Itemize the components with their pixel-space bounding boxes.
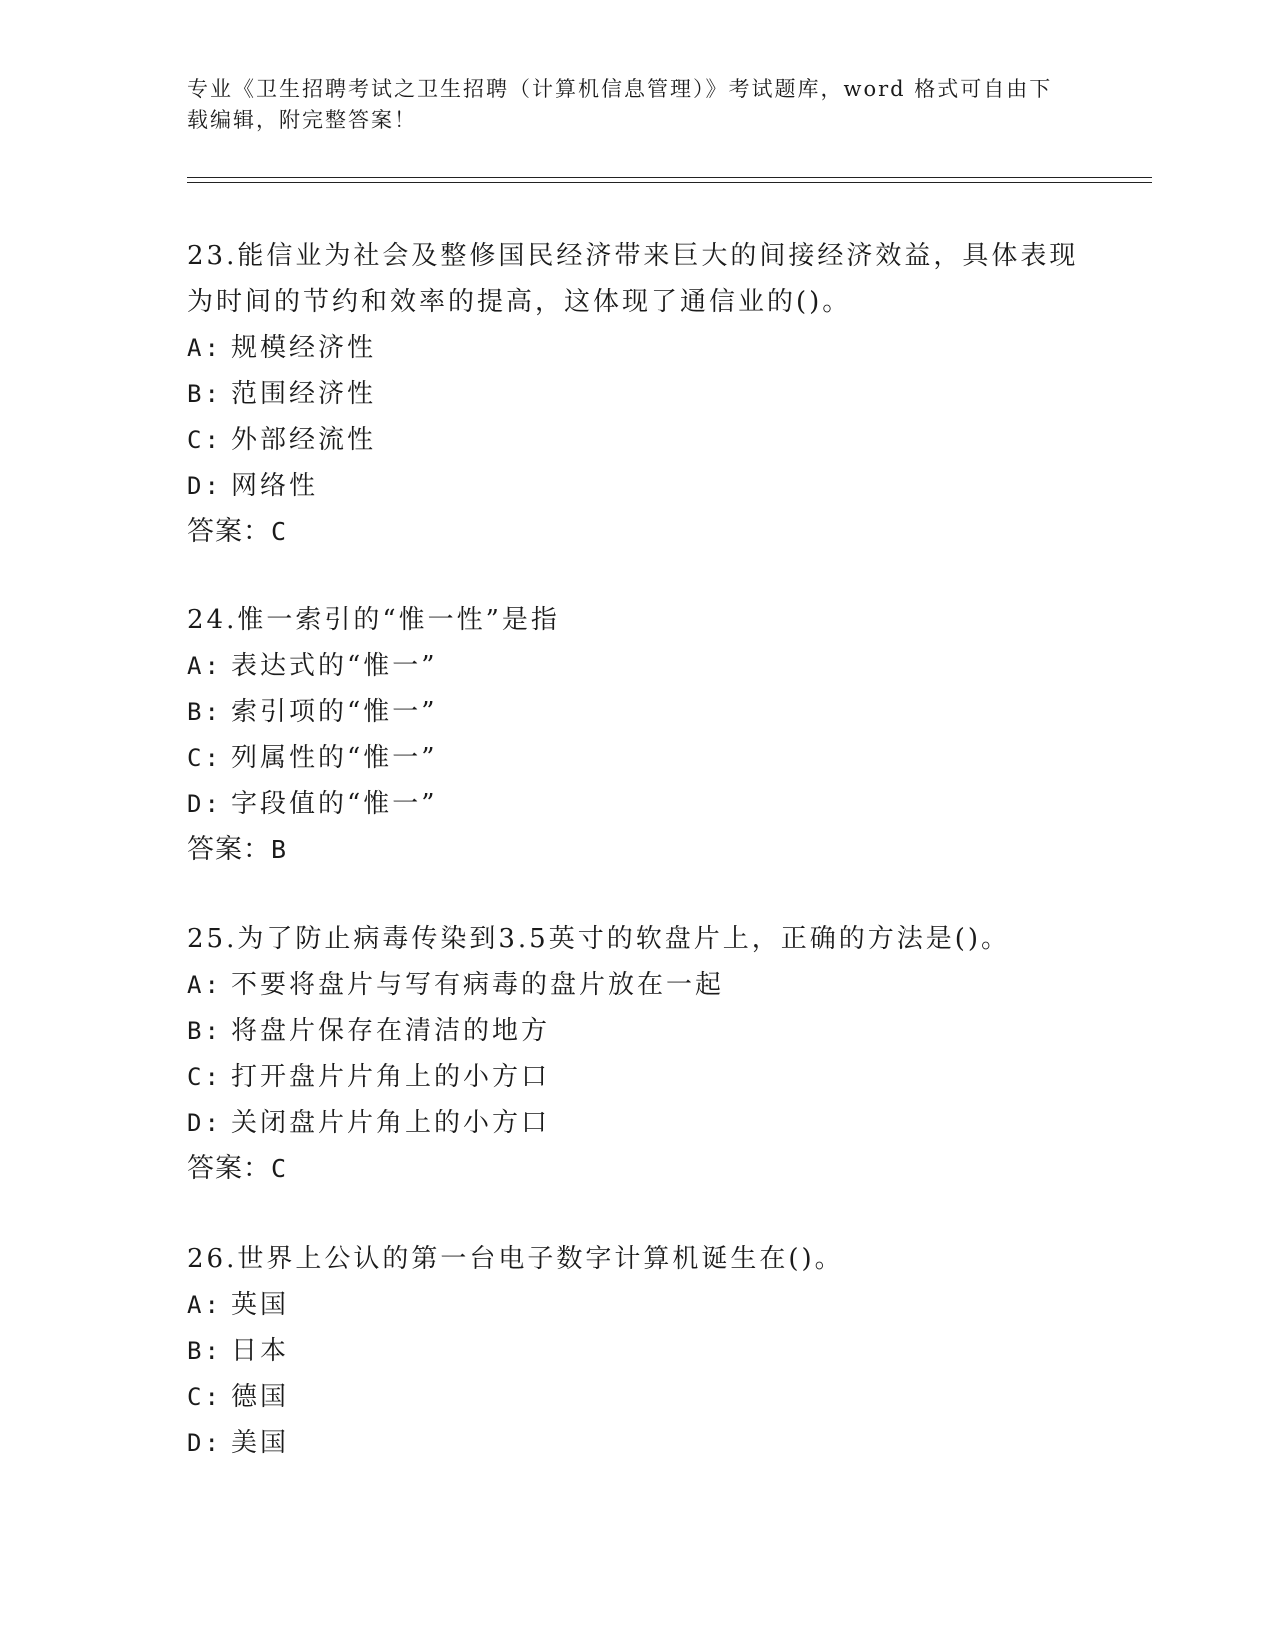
answer-value: C	[271, 517, 288, 546]
option-a	[187, 325, 1087, 371]
option-d	[187, 1420, 1087, 1466]
question-stem: 23.能信业为社会及整修国民经济带来巨大的间接经济效益，具体表现为时间的节约和效率的提高，这体现了通信业的()。	[187, 241, 1079, 317]
answer-line	[187, 1146, 1087, 1192]
option-text: 规模经济性	[231, 333, 377, 363]
option-a	[187, 962, 1087, 1008]
option-text: 美国	[231, 1428, 290, 1458]
option-text: 外部经流性	[231, 425, 377, 455]
option-text: 字段值的“惟一”	[231, 789, 438, 819]
option-letter: B:	[187, 1337, 222, 1365]
option-letter: D:	[187, 472, 222, 500]
question-26	[187, 1236, 1087, 1466]
option-letter: D:	[187, 1109, 222, 1137]
question-stem: 24.惟一索引的“惟一性”是指	[187, 605, 560, 635]
option-a	[187, 643, 1087, 689]
option-b	[187, 1008, 1087, 1054]
option-b	[187, 689, 1087, 735]
option-letter: B:	[187, 380, 222, 408]
option-letter: D:	[187, 1429, 222, 1457]
question-stem: 25.为了防止病毒传染到3.5英寸的软盘片上，正确的方法是()。	[187, 924, 1010, 954]
option-letter: B:	[187, 698, 222, 726]
option-d	[187, 463, 1087, 509]
option-text: 不要将盘片与写有病毒的盘片放在一起	[231, 970, 725, 1000]
option-c	[187, 417, 1087, 463]
answer-label: 答案：	[187, 1153, 271, 1184]
option-c	[187, 1374, 1087, 1420]
option-d	[187, 781, 1087, 827]
question-stem: 26.世界上公认的第一台电子数字计算机诞生在()。	[187, 1244, 844, 1274]
option-c	[187, 1054, 1087, 1100]
answer-line	[187, 509, 1087, 555]
option-text: 关闭盘片片角上的小方口	[231, 1108, 551, 1138]
option-text: 打开盘片片角上的小方口	[231, 1062, 551, 1092]
option-a	[187, 1282, 1087, 1328]
answer-value: B	[271, 835, 288, 864]
option-letter: A:	[187, 652, 222, 680]
option-letter: A:	[187, 334, 222, 362]
option-letter: C:	[187, 1063, 222, 1091]
option-letter: A:	[187, 1291, 222, 1319]
question-24	[187, 597, 1087, 873]
header-divider-top	[187, 177, 1152, 178]
option-letter: A:	[187, 971, 222, 999]
option-text: 范围经济性	[231, 379, 377, 409]
option-text: 英国	[231, 1290, 290, 1320]
question-23	[187, 233, 1087, 555]
option-b	[187, 371, 1087, 417]
answer-label: 答案：	[187, 516, 271, 547]
question-25	[187, 916, 1087, 1192]
option-text: 索引项的“惟一”	[231, 697, 438, 727]
option-letter: C:	[187, 426, 222, 454]
option-text: 将盘片保存在清洁的地方	[231, 1016, 551, 1046]
option-text: 表达式的“惟一”	[231, 651, 438, 681]
option-text: 德国	[231, 1382, 290, 1412]
option-letter: C:	[187, 1383, 222, 1411]
option-d	[187, 1100, 1087, 1146]
header-divider-bottom	[187, 182, 1152, 183]
option-letter: B:	[187, 1017, 222, 1045]
answer-line	[187, 827, 1087, 873]
option-text: 列属性的“惟一”	[231, 743, 438, 773]
answer-label: 答案：	[187, 834, 271, 865]
option-text: 网络性	[231, 471, 319, 501]
option-letter: C:	[187, 744, 222, 772]
answer-value: C	[271, 1154, 288, 1183]
option-c	[187, 735, 1087, 781]
option-letter: D:	[187, 790, 222, 818]
option-text: 日本	[231, 1336, 290, 1366]
document-header: 专业《卫生招聘考试之卫生招聘（计算机信息管理）》考试题库，word 格式可自由下载编辑，附完整答案！	[187, 77, 1053, 132]
option-b	[187, 1328, 1087, 1374]
